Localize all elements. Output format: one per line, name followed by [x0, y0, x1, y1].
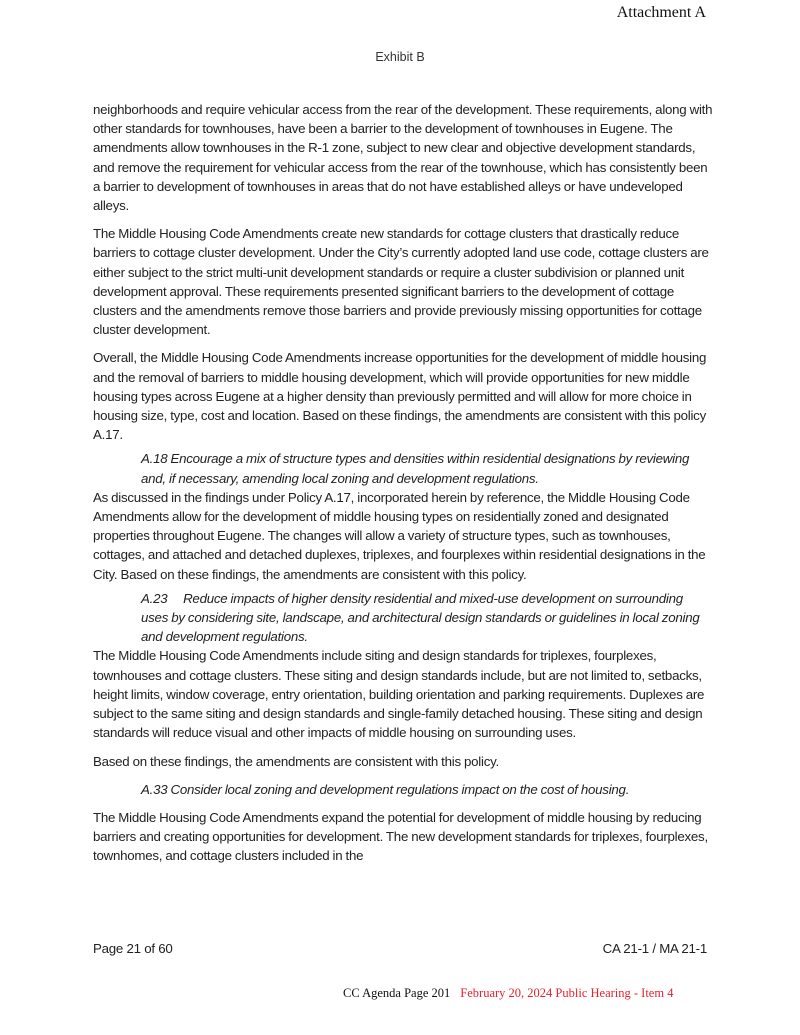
paragraph-a18-findings: As discussed in the findings under Policy A.17, incorporated herein by reference, the Middle Housing Code Amendments allow for the development of middle housing types on residentially zoned and designated properties throughout Eugene. The changes will allow a variety of structure types, such as townhouses, cottages, and attached and detached duplexes, triplexes, and fourplexes within residential designations in the City. Based on these findings, the amendments are consistent with this policy.: [93, 489, 706, 582]
paragraph-townhouses: neighborhoods and require vehicular access from the rear of the development. These requirements, along with other standards for townhouses, have been a barrier to the development of townhouses in Eugene. The amendments allow townhouses in the R-1 zone, subject to new clear and objective development standards, and remove the requirement for vehicular access from the rear of the townhouse, which has consistently been a barrier to development of townhouses in areas that do not have established alleys or have undeveloped alleys.: [93, 102, 713, 214]
agenda-stamp: [343, 986, 673, 1001]
agenda-page: CC Agenda Page 201: [343, 986, 451, 1000]
hearing-label: February 20, 2024 Public Hearing - Item 4: [460, 986, 674, 1000]
policy-a23: A.23 Reduce impacts of higher density residential and mixed-use development on surrounding uses by considering site, landscape, and architectural design standards or guidelines in local zoning and development regulations.: [141, 590, 700, 645]
paragraph-a33-findings: The Middle Housing Code Amendments expand the potential for development of middle housing by reducing barriers and creating opportunities for development. The new development standards for triplexes, fourplexes, townhomes, and cottage clusters included in the: [93, 809, 708, 864]
attachment-label: Attachment A: [616, 4, 706, 21]
document-body: [93, 100, 713, 866]
paragraph-a23-conclusion: Based on these findings, the amendments are consistent with this policy.: [93, 753, 499, 769]
policy-a33: A.33 Consider local zoning and development regulations impact on the cost of housing.: [141, 781, 630, 797]
page-footer: [93, 941, 707, 956]
paragraph-a23-findings: The Middle Housing Code Amendments include siting and design standards for triplexes, fourplexes, townhouses and cottage clusters. These siting and design standards include, but are not limited to, setbacks, height limits, window coverage, entry orientation, building orientation and parking requirements. Duplexes are subject to the same siting and design standards and single-family detached housing. These siting and design standards will reduce visual and other impacts of middle housing on surrounding uses.: [93, 648, 705, 741]
paragraph-cottage-clusters: The Middle Housing Code Amendments create new standards for cottage clusters that drastically reduce barriers to cottage cluster development. Under the City’s currently adopted land use code, cottage clusters are either subject to the strict multi-unit development standards or require a cluster subdivision or planned unit development approval. These requirements presented significant barriers to the development of cottage clusters and the amendments remove those barriers and provide previously missing opportunities for cottage cluster development.: [93, 226, 709, 338]
page-number: Page 21 of 60: [93, 941, 173, 956]
paragraph-overall-a17: Overall, the Middle Housing Code Amendments increase opportunities for the development of middle housing and the removal of barriers to middle housing development, which will provide opportunities for new middle housing types across Eugene at a higher density than previously permitted and will allow for more choice in housing size, type, cost and location. Based on these findings, the amendments are consistent with this policy A.17.: [93, 350, 707, 443]
exhibit-label: Exhibit B: [375, 50, 425, 64]
case-number: CA 21-1 / MA 21-1: [602, 941, 707, 956]
policy-a18: A.18 Encourage a mix of structure types and densities within residential designations by reviewing and, if necessary, amending local zoning and development regulations.: [141, 451, 690, 486]
